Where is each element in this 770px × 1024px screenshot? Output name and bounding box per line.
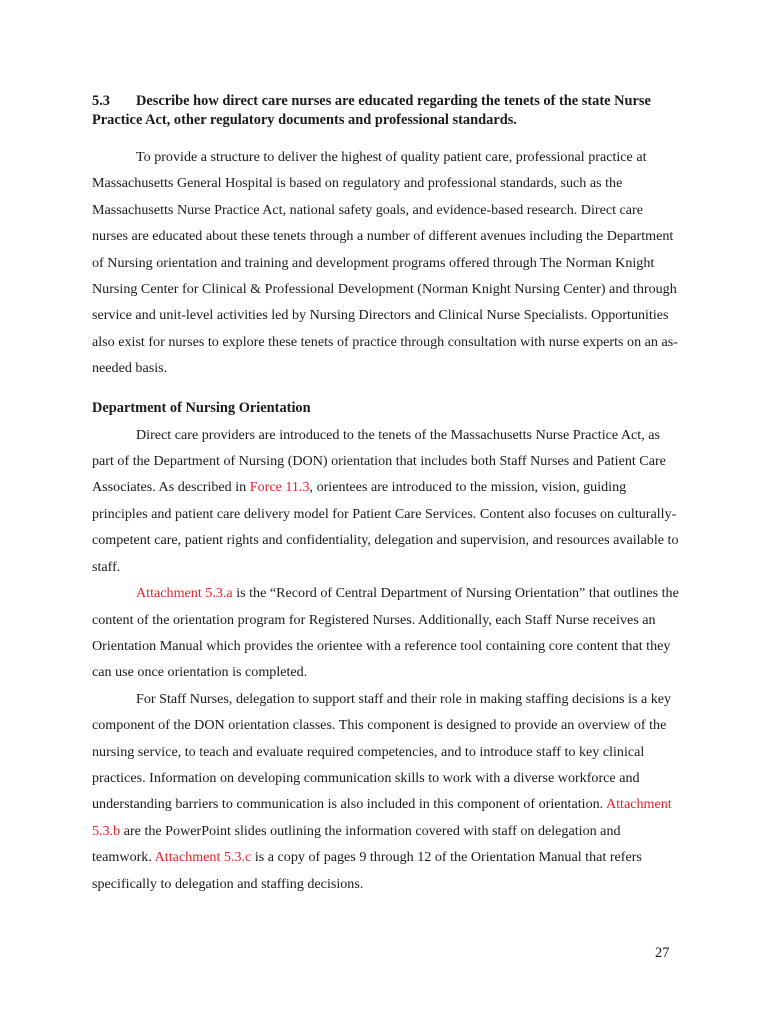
orientation-paragraph-1: [92, 422, 682, 580]
orientation-paragraph-2: [92, 580, 682, 686]
paragraph-text: , orientees are introduced to the mission, vision, guiding principles and patient care delivery model for Patient Care Services. Content also focuses on culturally-competent care, patient rights and confidentiality, delegation and supervision, and resources available to staff.: [92, 479, 679, 575]
intro-paragraph: To provide a structure to deliver the highest of quality patient care, professional practice at Massachusetts General Hospital is based on regulatory and professional standards, such as the Massachusetts Nurse Practice Act, national safety goals, and evidence-based research. Direct care nurses are educated about these tenets through a number of different avenues including the Department of Nursing orientation and training and development programs offered through The Norman Knight Nursing Center for Clinical & Professional Development (Norman Knight Nursing Center) and through service and unit-level activities led by Nursing Directors and Clinical Nurse Specialists. Opportunities also exist for nurses to explore these tenets of practice through consultation with nurse experts on an as-needed basis.: [92, 149, 678, 377]
page-number: 27: [655, 945, 670, 961]
attachment-5-3-a-link[interactable]: Attachment 5.3.a: [136, 585, 233, 602]
paragraph-text: are the PowerPoint slides outlining the information covered with staff on delegation and teamwork.: [92, 822, 621, 866]
paragraph-text: Direct care providers are introduced to the tenets of the Massachusetts Nurse Practice Act, as part of the Department of Nursing (DON) orientation that includes both Staff Nurses and Patient Care Associates. As described in: [92, 426, 666, 496]
paragraph-text: For Staff Nurses, delegation to support staff and their role in making staffing decisions is a key component of the DON orientation classes. This component is designed to provide an overview of the nursing service, to teach and evaluate required competencies, and to introduce staff to key clinical practices. Information on developing communication skills to work with a diverse workforce and understanding barriers to communication is also included in this component of orientation.: [92, 690, 672, 813]
document-page: [92, 92, 682, 897]
force-11-3-link[interactable]: Force 11.3: [249, 479, 310, 496]
section-title: Describe how direct care nurses are educated regarding the tenets of the state Nurse Practice Act, other regulatory documents and professional standards.: [92, 93, 651, 128]
section-number: 5.3: [92, 93, 110, 109]
attachment-5-3-c-link[interactable]: Attachment 5.3.c: [154, 849, 252, 866]
paragraph-text: is the “Record of Central Department of Nursing Orientation” that outlines the content of the orientation program for Registered Nurses. Additionally, each Staff Nurse receives an Orientation Manual which provides the orientee with a reference tool containing core content that they can use once orientation is completed.: [92, 585, 679, 681]
orientation-paragraph-3: [92, 686, 682, 897]
section-heading: [92, 92, 682, 130]
paragraph-text: is a copy of pages 9 through 12 of the Orientation Manual that refers specifically to delegation and staffing decisions.: [92, 849, 642, 892]
subsection-heading: Department of Nursing Orientation: [92, 399, 311, 416]
attachment-5-3-b-link[interactable]: Attachment 5.3.b: [92, 796, 672, 839]
